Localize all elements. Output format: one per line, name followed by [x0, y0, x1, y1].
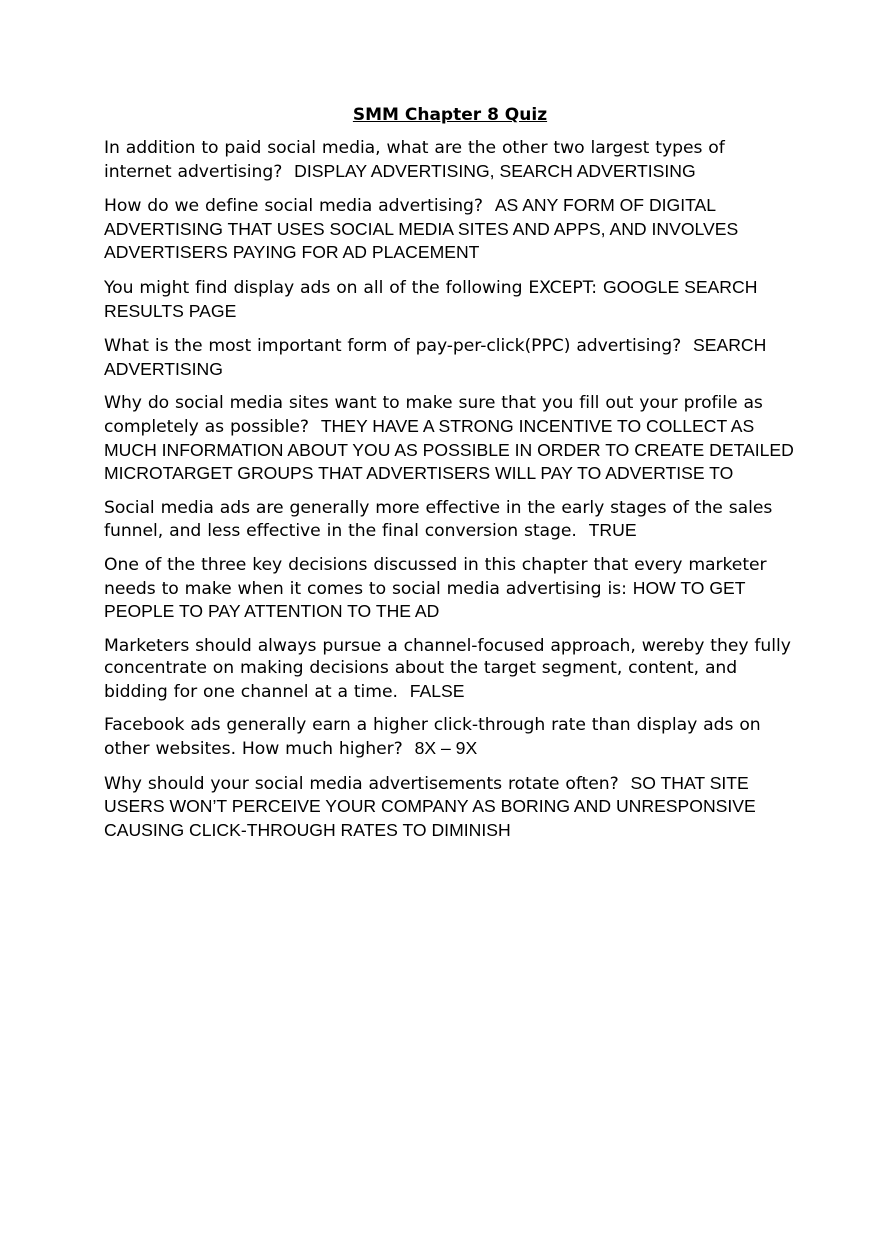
question-text: Why do social media sites want to make sure that you fill out your profile as completely as possible? — [104, 393, 763, 437]
quiz-item — [104, 392, 794, 485]
question-text: Facebook ads generally earn a higher click-through rate than display ads on other websites. How much higher? — [104, 715, 761, 760]
question-text: You might find display ads on all of the following EXCEPT: — [104, 277, 598, 298]
question-text: Marketers should always pursue a channel-focused approach, wereby they fully concentrate on making decisions about the target segment, content, and bidding for one channel at a time. — [104, 635, 791, 702]
answer-text: TRUE — [588, 520, 637, 541]
question-text: One of the three key decisions discussed in this chapter that every marketer needs to make when it comes to social media advertising is: — [104, 554, 767, 599]
quiz-item — [104, 137, 794, 183]
quiz-item — [104, 635, 794, 704]
question-text: How do we define social media advertising? — [104, 196, 483, 217]
quiz-item — [104, 714, 794, 760]
question-text: What is the most important form of pay-per-click(PPC) advertising? — [104, 336, 682, 357]
answer-text: SEARCH ADVERTISING — [104, 335, 767, 379]
quiz-item — [104, 772, 794, 843]
page-title: SMM Chapter 8 Quiz — [352, 105, 548, 125]
quiz-item — [104, 194, 794, 265]
quiz-item — [104, 276, 794, 323]
question-text: Why should your social media advertisements rotate often? — [104, 773, 619, 794]
answer-text: AS ANY FORM OF DIGITAL ADVERTISING THAT USES SOCIAL MEDIA SITES AND APPS, AND INVOLVES ADVERTISERS PAYING FOR AD PLACEMENT — [104, 195, 739, 263]
answer-text: SO THAT SITE USERS WON’T PERCEIVE YOUR COMPANY AS BORING AND UNRESPONSIVE CAUSING CLICK-THROUGH RATES TO DIMINISH — [104, 772, 756, 840]
question-text: Social media ads are generally more effective in the early stages of the sales funnel, and less effective in the final conversion stage. — [104, 497, 773, 542]
answer-text: FALSE — [409, 680, 465, 701]
quiz-item — [104, 554, 794, 624]
answer-text: 8X – 9X — [414, 738, 478, 759]
question-text: In addition to paid social media, what are the other two largest types of internet advertising? — [104, 138, 725, 182]
answer-text: GOOGLE SEARCH RESULTS PAGE — [104, 276, 758, 321]
document-page — [104, 104, 794, 853]
quiz-item — [104, 497, 794, 543]
quiz-item — [104, 334, 794, 381]
answer-text: THEY HAVE A STRONG INCENTIVE TO COLLECT AS MUCH INFORMATION ABOUT YOU AS POSSIBLE IN ORDER TO CREATE DETAILED MICROTARGET GROUPS THAT ADVERTISERS WILL PAY TO ADVERTISE TO — [104, 415, 794, 484]
answer-text: HOW TO GET PEOPLE TO PAY ATTENTION TO THE AD — [104, 577, 746, 622]
answer-text: DISPLAY ADVERTISING, SEARCH ADVERTISING — [294, 160, 696, 181]
